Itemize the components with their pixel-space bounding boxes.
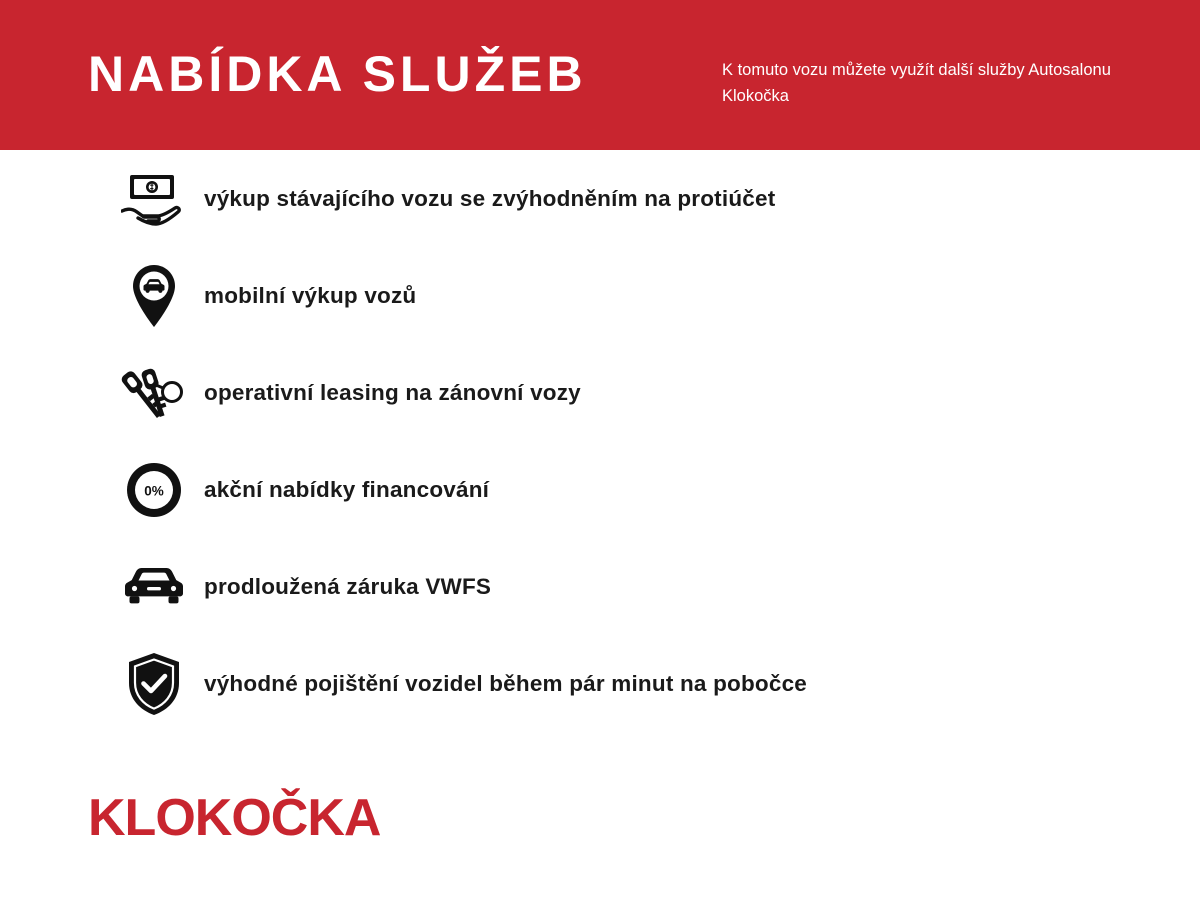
shield-check-icon [118,648,190,720]
car-keys-icon [118,357,190,429]
page-title: NABÍDKA SLUŽEB [88,46,587,102]
list-item [0,635,1200,732]
page-header [0,0,1200,150]
klokocka-logo [88,789,381,847]
list-item-label: prodloužená záruka VWFS [204,573,492,599]
map-pin-car-icon [118,260,190,332]
list-item [0,441,1200,538]
list-item-label: výhodné pojištění vozidel během pár minut na pobočce [204,670,807,696]
list-item-label: mobilní výkup vozů [204,282,417,308]
list-item-label: operativní leasing na zánovní vozy [204,379,581,405]
list-item [0,247,1200,344]
svg-text:0%: 0% [144,483,164,498]
zero-percent-icon [118,454,190,526]
car-front-icon [118,551,190,623]
logo-text: KLOKOČKA [88,789,381,847]
header-subtitle: K tomuto vozu můžete využít další služby Autosalonu Klokočka [722,61,1111,105]
services-list [0,150,1200,732]
list-item [0,150,1200,247]
list-item [0,538,1200,635]
list-item-label: výkup stávajícího vozu se zvýhodněním na protiúčet [204,185,776,211]
list-item-label: akční nabídky financování [204,476,490,502]
money-in-hand-icon [118,163,190,235]
list-item [0,344,1200,441]
